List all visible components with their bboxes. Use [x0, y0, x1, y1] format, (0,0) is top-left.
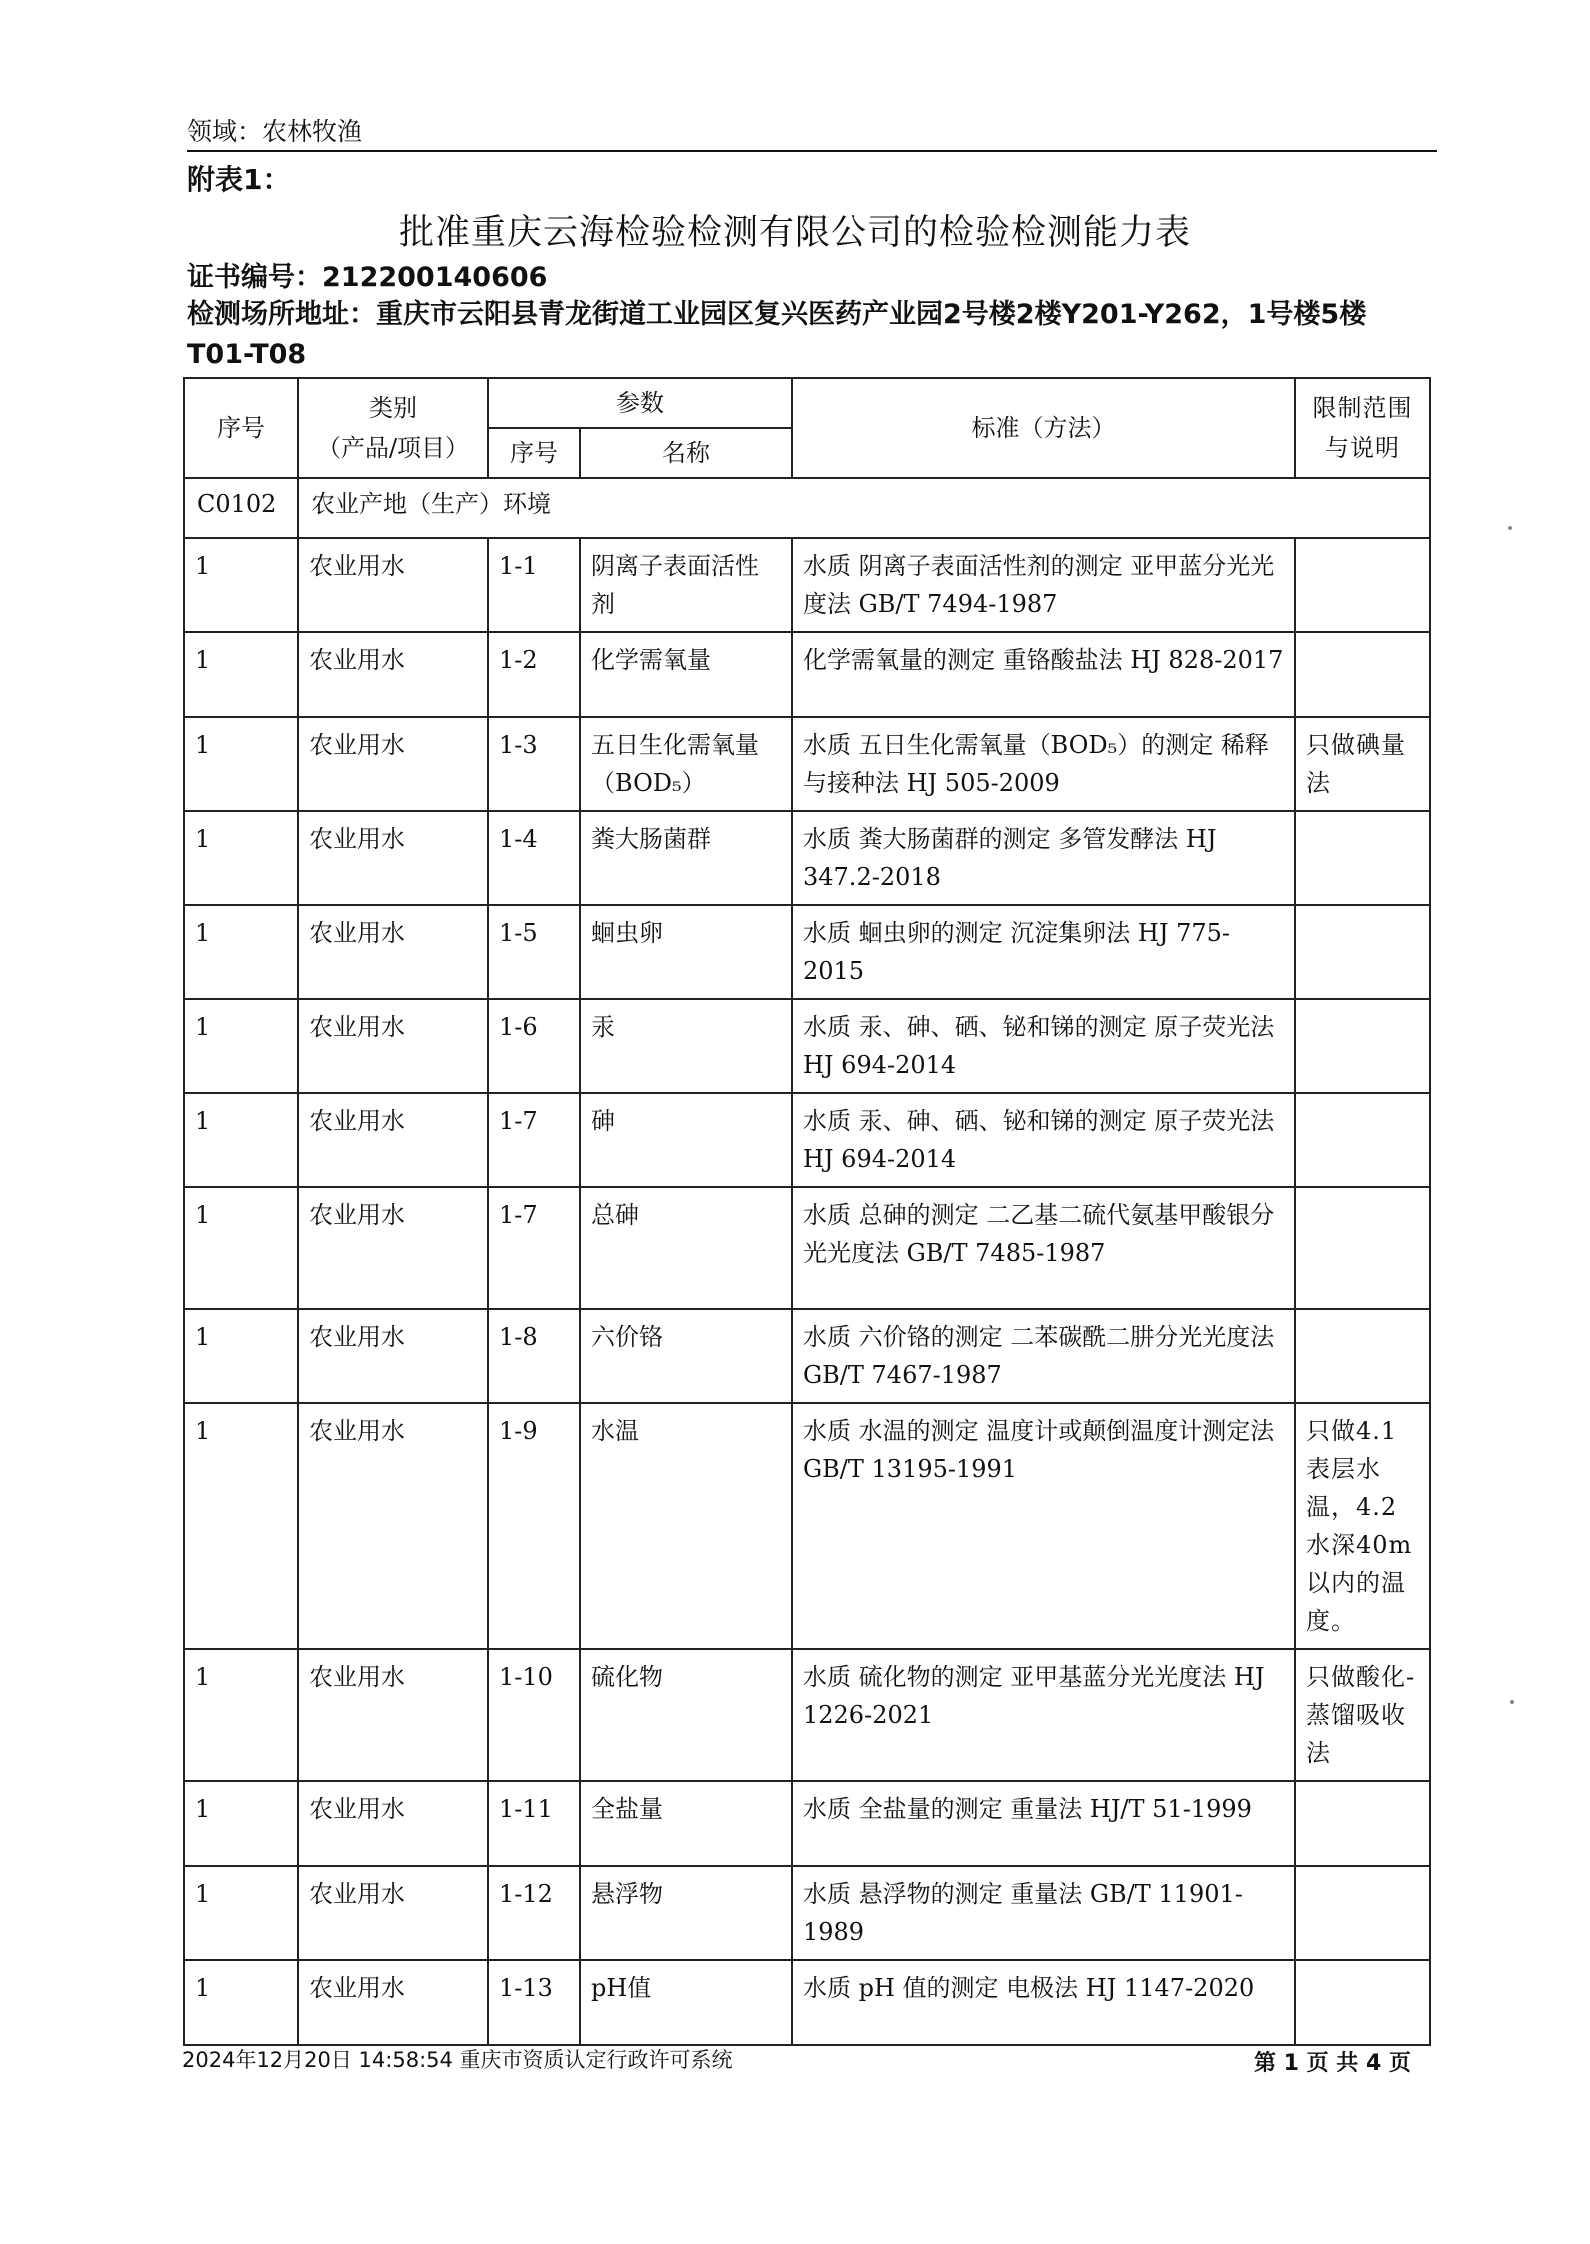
cell-limit: 只做4.1表层水温，4.2水深40m以内的温度。: [1295, 1403, 1430, 1649]
cell-category: 农业用水: [298, 717, 488, 811]
cell-seq: 1: [184, 1309, 298, 1403]
appendix-label: 附表1：: [187, 163, 291, 196]
cell-standard: 水质 六价铬的测定 二苯碳酰二肼分光光度法 GB/T 7467-1987: [792, 1309, 1295, 1403]
cell-param-name: pH值: [580, 1960, 792, 2045]
cell-limit: [1295, 1093, 1430, 1187]
cell-category: 农业用水: [298, 999, 488, 1093]
cell-seq: 1: [184, 1403, 298, 1649]
cell-param-seq: 1-3: [488, 717, 580, 811]
cell-param-seq: 1-10: [488, 1649, 580, 1781]
cell-category: 农业用水: [298, 1403, 488, 1649]
cell-seq: 1: [184, 717, 298, 811]
cell-param-name: 化学需氧量: [580, 632, 792, 717]
cell-limit: [1295, 1309, 1430, 1403]
cell-param-name: 总砷: [580, 1187, 792, 1309]
cell-standard: 水质 水温的测定 温度计或颠倒温度计测定法 GB/T 13195-1991: [792, 1403, 1295, 1649]
cell-limit: [1295, 1187, 1430, 1309]
table-row: [184, 1866, 1430, 1960]
table-row: [184, 811, 1430, 905]
table-row: [184, 717, 1430, 811]
cell-category: 农业用水: [298, 811, 488, 905]
capability-table: [183, 377, 1431, 2046]
page-title: 批准重庆云海检验检测有限公司的检验检测能力表: [398, 213, 1191, 253]
header-param: 参数: [488, 378, 792, 428]
header-limit: 限制范围 与说明: [1295, 378, 1430, 478]
domain-label: 领域：农林牧渔: [187, 117, 363, 146]
table-row: [184, 1309, 1430, 1403]
table-row: [184, 1781, 1430, 1866]
table-row: [184, 999, 1430, 1093]
cell-category: 农业用水: [298, 1309, 488, 1403]
table-row: [184, 1960, 1430, 2045]
cell-seq: 1: [184, 905, 298, 999]
cell-param-seq: 1-13: [488, 1960, 580, 2045]
footer-timestamp: 2024年12月20日 14:58:54 重庆市资质认定行政许可系统: [182, 2048, 733, 2072]
scan-speck: [1508, 526, 1512, 530]
cell-standard: 水质 阴离子表面活性剂的测定 亚甲蓝分光光度法 GB/T 7494-1987: [792, 538, 1295, 632]
certificate-number: 证书编号：212200140606: [187, 262, 548, 293]
cell-standard: 水质 粪大肠菌群的测定 多管发酵法 HJ 347.2-2018: [792, 811, 1295, 905]
cell-seq: 1: [184, 1960, 298, 2045]
table-row: [184, 905, 1430, 999]
cell-standard: 水质 总砷的测定 二乙基二硫代氨基甲酸银分光光度法 GB/T 7485-1987: [792, 1187, 1295, 1309]
cell-category: 农业用水: [298, 905, 488, 999]
cell-seq: 1: [184, 1649, 298, 1781]
table-row: [184, 1093, 1430, 1187]
section-name: 农业产地（生产）环境: [298, 478, 1430, 538]
table-row: [184, 1403, 1430, 1649]
cell-seq: 1: [184, 1187, 298, 1309]
cell-seq: 1: [184, 632, 298, 717]
cell-param-name: 悬浮物: [580, 1866, 792, 1960]
cell-seq: 1: [184, 811, 298, 905]
cell-param-name: 阴离子表面活性剂: [580, 538, 792, 632]
cell-category: 农业用水: [298, 538, 488, 632]
cell-param-seq: 1-1: [488, 538, 580, 632]
cell-param-seq: 1-6: [488, 999, 580, 1093]
header-seq: 序号: [184, 378, 298, 478]
cell-limit: [1295, 538, 1430, 632]
cell-standard: 水质 pH 值的测定 电极法 HJ 1147-2020: [792, 1960, 1295, 2045]
cell-category: 农业用水: [298, 1093, 488, 1187]
cell-standard: 水质 悬浮物的测定 重量法 GB/T 11901-1989: [792, 1866, 1295, 1960]
cell-param-name: 蛔虫卵: [580, 905, 792, 999]
header-standard: 标准（方法）: [792, 378, 1295, 478]
cell-standard: 水质 五日生化需氧量（BOD₅）的测定 稀释与接种法 HJ 505-2009: [792, 717, 1295, 811]
cell-standard: 化学需氧量的测定 重铬酸盐法 HJ 828-2017: [792, 632, 1295, 717]
cell-standard: 水质 汞、砷、硒、铋和锑的测定 原子荧光法 HJ 694-2014: [792, 1093, 1295, 1187]
cell-standard: 水质 蛔虫卵的测定 沉淀集卵法 HJ 775-2015: [792, 905, 1295, 999]
cell-category: 农业用水: [298, 1781, 488, 1866]
cell-limit: [1295, 632, 1430, 717]
cell-param-name: 汞: [580, 999, 792, 1093]
cell-param-seq: 1-9: [488, 1403, 580, 1649]
scan-speck: [1510, 1700, 1514, 1704]
cell-seq: 1: [184, 1093, 298, 1187]
cell-standard: 水质 汞、砷、硒、铋和锑的测定 原子荧光法 HJ 694-2014: [792, 999, 1295, 1093]
header-param-name: 名称: [580, 428, 792, 478]
cell-category: 农业用水: [298, 1187, 488, 1309]
table-row: [184, 538, 1430, 632]
cell-limit: 只做碘量法: [1295, 717, 1430, 811]
cell-seq: 1: [184, 538, 298, 632]
cell-category: 农业用水: [298, 632, 488, 717]
cell-param-name: 粪大肠菌群: [580, 811, 792, 905]
cell-limit: [1295, 1960, 1430, 2045]
cell-param-seq: 1-7: [488, 1093, 580, 1187]
cell-limit: [1295, 999, 1430, 1093]
cell-param-seq: 1-7: [488, 1187, 580, 1309]
cell-limit: [1295, 1781, 1430, 1866]
cell-param-name: 五日生化需氧量（BOD₅）: [580, 717, 792, 811]
cell-category: 农业用水: [298, 1960, 488, 2045]
header-category: 类别 （产品/项目）: [298, 378, 488, 478]
cell-seq: 1: [184, 999, 298, 1093]
cell-limit: [1295, 905, 1430, 999]
cell-standard: 水质 硫化物的测定 亚甲基蓝分光光度法 HJ 1226-2021: [792, 1649, 1295, 1781]
cell-category: 农业用水: [298, 1866, 488, 1960]
cell-limit: [1295, 1866, 1430, 1960]
table-row: [184, 1649, 1430, 1781]
cell-param-name: 水温: [580, 1403, 792, 1649]
header-divider: [187, 150, 1437, 152]
cell-limit: 只做酸化-蒸馏吸收法: [1295, 1649, 1430, 1781]
header-param-seq: 序号: [488, 428, 580, 478]
cell-standard: 水质 全盐量的测定 重量法 HJ/T 51-1999: [792, 1781, 1295, 1866]
cell-param-name: 六价铬: [580, 1309, 792, 1403]
cell-param-name: 硫化物: [580, 1649, 792, 1781]
table-row: [184, 632, 1430, 717]
cell-param-name: 砷: [580, 1093, 792, 1187]
cell-limit: [1295, 811, 1430, 905]
cell-seq: 1: [184, 1781, 298, 1866]
page-number: 第 1 页 共 4 页: [1254, 2051, 1411, 2076]
cell-category: 农业用水: [298, 1649, 488, 1781]
cell-param-seq: 1-12: [488, 1866, 580, 1960]
cell-param-seq: 1-4: [488, 811, 580, 905]
cell-param-name: 全盐量: [580, 1781, 792, 1866]
cell-param-seq: 1-8: [488, 1309, 580, 1403]
cell-seq: 1: [184, 1866, 298, 1960]
cell-param-seq: 1-5: [488, 905, 580, 999]
table-row: [184, 1187, 1430, 1309]
cell-param-seq: 1-11: [488, 1781, 580, 1866]
section-code: C0102: [184, 478, 298, 538]
cell-param-seq: 1-2: [488, 632, 580, 717]
test-site-address: 检测场所地址：重庆市云阳县青龙街道工业园区复兴医药产业园2号楼2楼Y201-Y262，1号楼5楼T01-T08: [187, 299, 1367, 370]
